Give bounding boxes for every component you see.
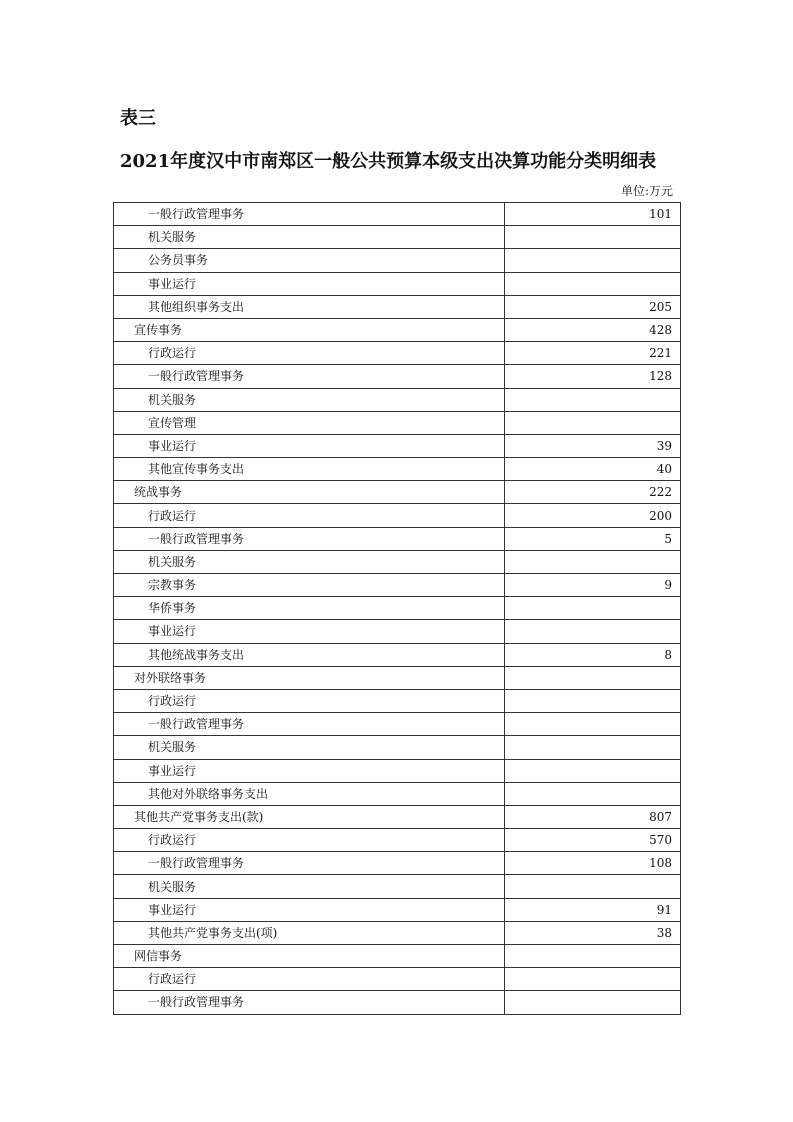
- page-title: 2021年度汉中市南郑区一般公共预算本级支出决算功能分类明细表: [120, 151, 657, 172]
- row-item-name: 事业运行: [114, 759, 505, 782]
- row-item-amount: [505, 689, 681, 712]
- table-row: [114, 574, 681, 597]
- row-item-amount: [505, 666, 681, 689]
- row-item-name: 统战事务: [114, 481, 505, 504]
- unit-label: 单位:万元: [620, 184, 673, 198]
- table-label: 表三: [120, 108, 156, 129]
- row-item-amount: 8: [505, 643, 681, 666]
- row-item-name: 其他共产党事务支出(项): [114, 921, 505, 944]
- table-row: [114, 736, 681, 759]
- table-row: [114, 852, 681, 875]
- row-item-amount: 91: [505, 898, 681, 921]
- table-row: [114, 342, 681, 365]
- table-row: [114, 411, 681, 434]
- table-row: [114, 945, 681, 968]
- row-item-amount: [505, 620, 681, 643]
- table-row: [114, 550, 681, 573]
- row-item-amount: 205: [505, 295, 681, 318]
- table-body: [114, 203, 681, 1015]
- row-item-name: 其他共产党事务支出(款): [114, 805, 505, 828]
- row-item-amount: 128: [505, 365, 681, 388]
- row-item-name: 行政运行: [114, 689, 505, 712]
- row-item-name: 事业运行: [114, 898, 505, 921]
- row-item-amount: [505, 968, 681, 991]
- row-item-amount: [505, 945, 681, 968]
- row-item-amount: 428: [505, 318, 681, 341]
- table-row: [114, 620, 681, 643]
- table-row: [114, 226, 681, 249]
- row-item-amount: [505, 388, 681, 411]
- row-item-amount: [505, 597, 681, 620]
- row-item-amount: 101: [505, 203, 681, 226]
- row-item-amount: [505, 713, 681, 736]
- row-item-amount: [505, 736, 681, 759]
- row-item-name: 机关服务: [114, 388, 505, 411]
- row-item-amount: [505, 782, 681, 805]
- table-row: [114, 481, 681, 504]
- table-row: [114, 782, 681, 805]
- row-item-name: 对外联络事务: [114, 666, 505, 689]
- table-row: [114, 597, 681, 620]
- row-item-name: 公务员事务: [114, 249, 505, 272]
- table-row: [114, 318, 681, 341]
- row-item-name: 其他宣传事务支出: [114, 458, 505, 481]
- table-row: [114, 829, 681, 852]
- row-item-name: 机关服务: [114, 550, 505, 573]
- row-item-name: 行政运行: [114, 504, 505, 527]
- table-row: [114, 689, 681, 712]
- table-row: [114, 921, 681, 944]
- row-item-name: 机关服务: [114, 875, 505, 898]
- row-item-name: 行政运行: [114, 968, 505, 991]
- row-item-name: 其他组织事务支出: [114, 295, 505, 318]
- table-row: [114, 434, 681, 457]
- row-item-amount: [505, 759, 681, 782]
- row-item-amount: 40: [505, 458, 681, 481]
- row-item-amount: [505, 875, 681, 898]
- row-item-name: 一般行政管理事务: [114, 991, 505, 1014]
- row-item-amount: [505, 272, 681, 295]
- row-item-amount: 5: [505, 527, 681, 550]
- row-item-amount: 38: [505, 921, 681, 944]
- row-item-amount: 221: [505, 342, 681, 365]
- table-row: [114, 272, 681, 295]
- row-item-name: 一般行政管理事务: [114, 713, 505, 736]
- table-row: [114, 875, 681, 898]
- row-item-name: 宗教事务: [114, 574, 505, 597]
- table-row: [114, 388, 681, 411]
- row-item-name: 行政运行: [114, 829, 505, 852]
- row-item-amount: 200: [505, 504, 681, 527]
- table-row: [114, 504, 681, 527]
- row-item-name: 机关服务: [114, 226, 505, 249]
- table-row: [114, 759, 681, 782]
- row-item-amount: [505, 411, 681, 434]
- row-item-amount: 108: [505, 852, 681, 875]
- row-item-name: 事业运行: [114, 272, 505, 295]
- row-item-name: 事业运行: [114, 620, 505, 643]
- row-item-name: 一般行政管理事务: [114, 203, 505, 226]
- row-item-name: 一般行政管理事务: [114, 852, 505, 875]
- row-item-amount: 9: [505, 574, 681, 597]
- row-item-name: 宣传管理: [114, 411, 505, 434]
- row-item-name: 其他对外联络事务支出: [114, 782, 505, 805]
- row-item-name: 机关服务: [114, 736, 505, 759]
- table-row: [114, 203, 681, 226]
- row-item-name: 行政运行: [114, 342, 505, 365]
- table-row: [114, 898, 681, 921]
- table-row: [114, 527, 681, 550]
- table-row: [114, 365, 681, 388]
- row-item-amount: [505, 991, 681, 1014]
- row-item-amount: 807: [505, 805, 681, 828]
- row-item-name: 一般行政管理事务: [114, 527, 505, 550]
- table-row: [114, 805, 681, 828]
- row-item-name: 事业运行: [114, 434, 505, 457]
- row-item-name: 华侨事务: [114, 597, 505, 620]
- row-item-name: 其他统战事务支出: [114, 643, 505, 666]
- row-item-amount: [505, 550, 681, 573]
- table-row: [114, 295, 681, 318]
- table-row: [114, 458, 681, 481]
- row-item-name: 宣传事务: [114, 318, 505, 341]
- row-item-name: 网信事务: [114, 945, 505, 968]
- row-item-amount: 39: [505, 434, 681, 457]
- table-row: [114, 968, 681, 991]
- table-row: [114, 249, 681, 272]
- row-item-amount: [505, 249, 681, 272]
- row-item-name: 一般行政管理事务: [114, 365, 505, 388]
- table-row: [114, 713, 681, 736]
- row-item-amount: 222: [505, 481, 681, 504]
- expenditure-table: [113, 202, 681, 1015]
- row-item-amount: [505, 226, 681, 249]
- table-row: [114, 643, 681, 666]
- table-row: [114, 666, 681, 689]
- table-row: [114, 991, 681, 1014]
- row-item-amount: 570: [505, 829, 681, 852]
